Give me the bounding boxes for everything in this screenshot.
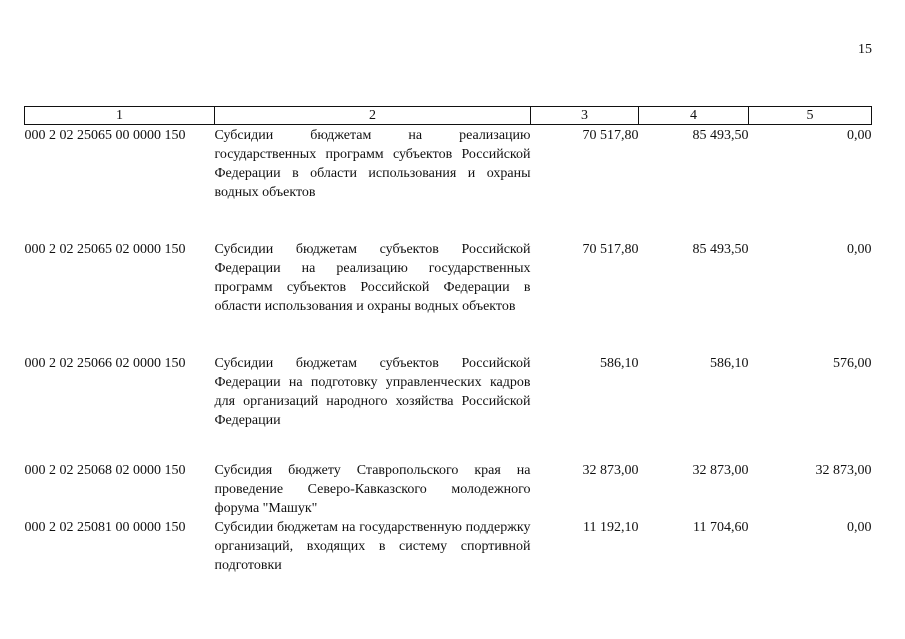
budget-code: 000 2 02 25065 02 0000 150 bbox=[24, 242, 186, 257]
header-col-4: 4 bbox=[639, 107, 749, 125]
header-col-2: 2 bbox=[215, 107, 531, 125]
value-col-5: 0,00 bbox=[847, 128, 872, 143]
description: Субсидии бюджетам субъектов Российской Федерации на подготовку управленческих кадров для организаций народного хозяйства Российской Федерации bbox=[214, 356, 531, 428]
value-col-5: 32 873,00 bbox=[815, 463, 872, 478]
header-col-1: 1 bbox=[25, 107, 215, 125]
header-col-3: 3 bbox=[531, 107, 639, 125]
table-row bbox=[25, 461, 872, 518]
budget-code: 000 2 02 25065 00 0000 150 bbox=[24, 128, 186, 143]
value-col-4: 586,10 bbox=[710, 356, 749, 371]
description: Субсидии бюджетам на государственную поддержку организаций, входящих в систему спортивной подготовки bbox=[214, 520, 531, 573]
value-col-3: 11 192,10 bbox=[583, 520, 639, 535]
budget-table bbox=[24, 106, 872, 575]
header-row bbox=[25, 107, 872, 125]
budget-code: 000 2 02 25081 00 0000 150 bbox=[24, 520, 186, 535]
header-col-5: 5 bbox=[749, 107, 872, 125]
value-col-4: 32 873,00 bbox=[692, 463, 749, 478]
table-row bbox=[25, 518, 872, 575]
value-col-3: 70 517,80 bbox=[582, 242, 639, 257]
budget-code: 000 2 02 25066 02 0000 150 bbox=[24, 356, 186, 371]
budget-code: 000 2 02 25068 02 0000 150 bbox=[24, 463, 186, 478]
value-col-5: 0,00 bbox=[847, 520, 872, 535]
value-col-4: 11 704,60 bbox=[693, 520, 749, 535]
value-col-5: 576,00 bbox=[833, 356, 872, 371]
description: Субсидия бюджету Ставропольского края на проведение Северо-Кавказского молодежного форума "Машук" bbox=[214, 463, 531, 516]
value-col-3: 586,10 bbox=[600, 356, 639, 371]
page-number: 15 bbox=[858, 42, 872, 57]
table-row bbox=[25, 240, 872, 354]
value-col-3: 70 517,80 bbox=[582, 128, 639, 143]
description: Субсидии бюджетам субъектов Российской Федерации на реализацию государственных программ субъектов Российской Федерации в области использования и охраны водных объектов bbox=[214, 242, 531, 314]
description: Субсидии бюджетам на реализацию государственных программ субъектов Российской Федерации в области использования и охраны водных объектов bbox=[214, 128, 531, 200]
value-col-4: 85 493,50 bbox=[692, 128, 749, 143]
value-col-5: 0,00 bbox=[847, 242, 872, 257]
table-row bbox=[25, 354, 872, 461]
value-col-3: 32 873,00 bbox=[582, 463, 639, 478]
value-col-4: 85 493,50 bbox=[692, 242, 749, 257]
table-row bbox=[25, 125, 872, 241]
